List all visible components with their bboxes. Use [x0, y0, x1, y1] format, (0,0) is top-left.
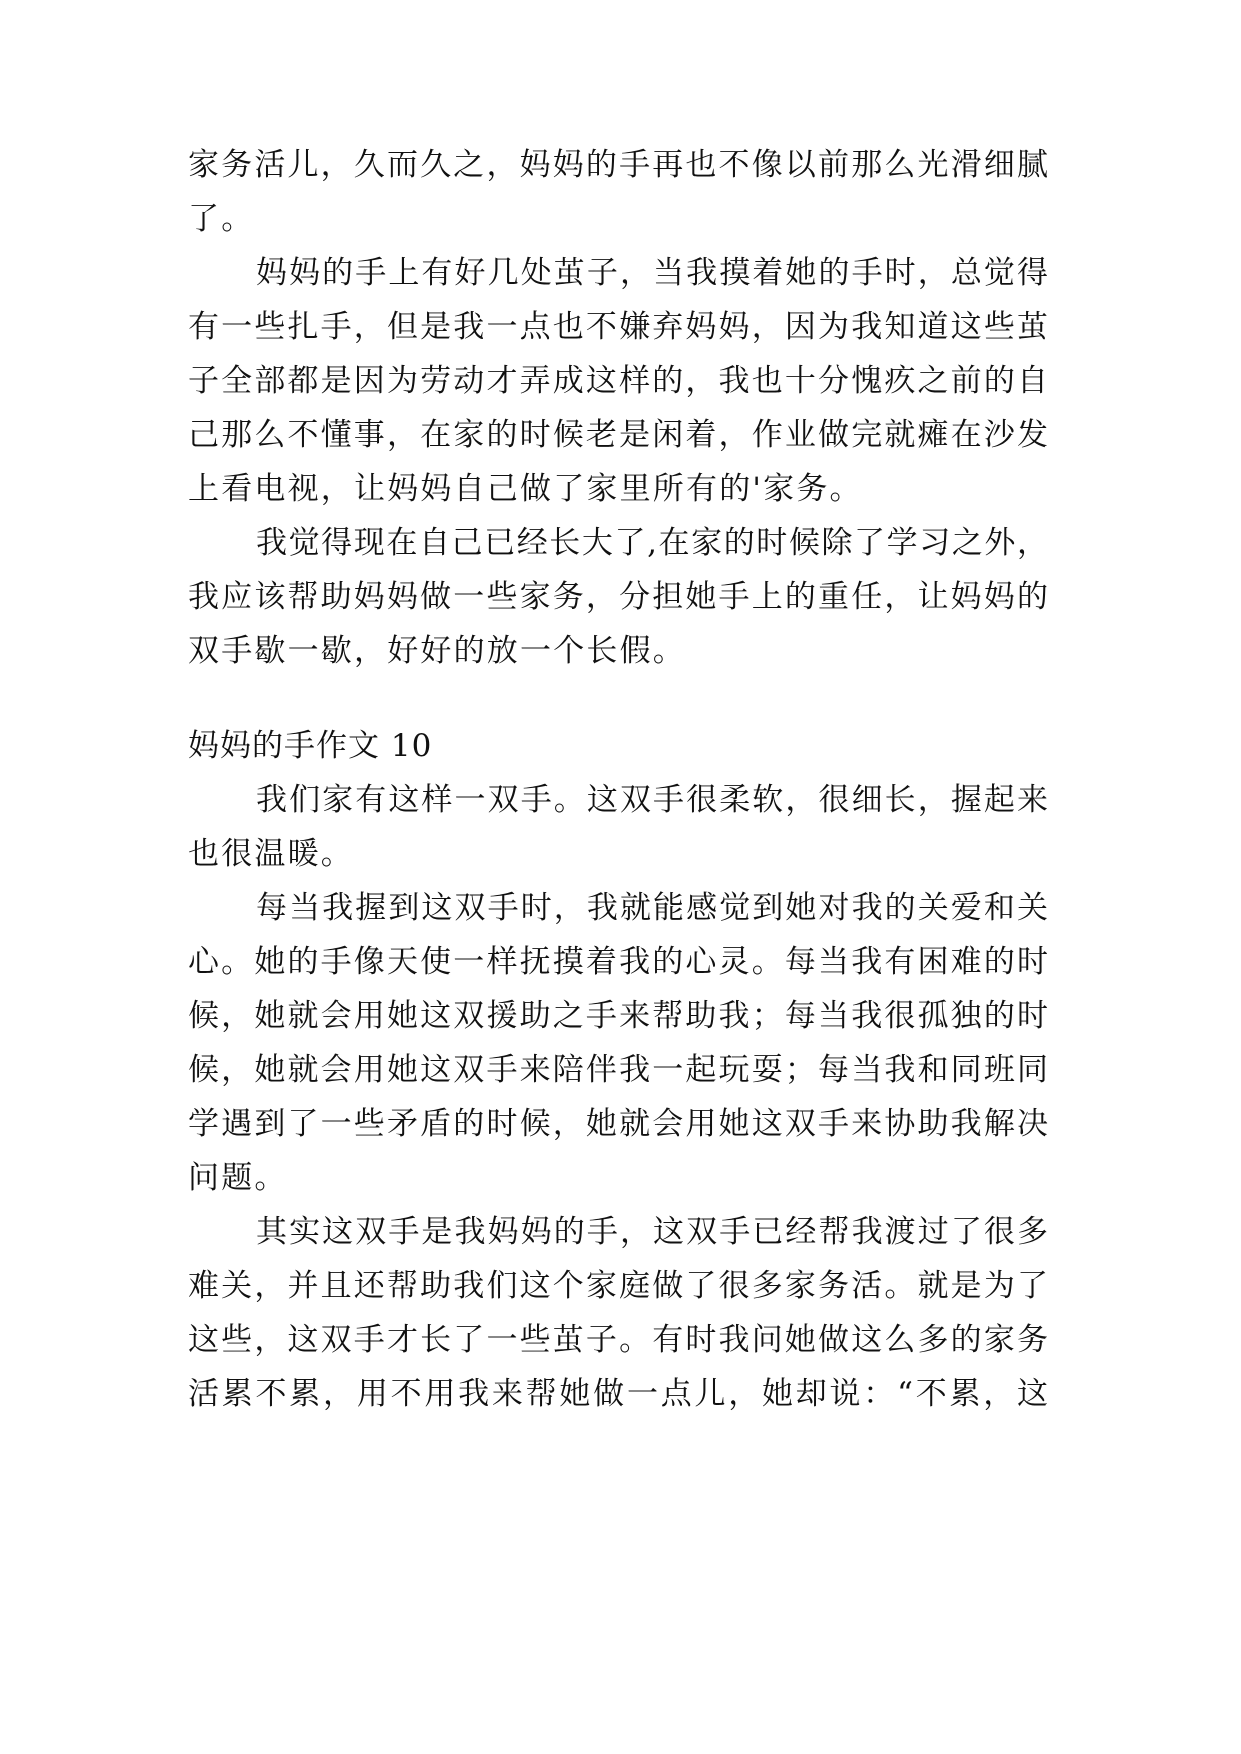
text-line: 我应该帮助妈妈做一些家务，分担她手上的重任，让妈妈的	[188, 579, 1048, 615]
text-line: 学遇到了一些矛盾的时候，她就会用她这双手来协助我解决	[188, 1106, 1048, 1142]
text-line: 子全部都是因为劳动才弄成这样的，我也十分愧疚之前的自	[188, 363, 1048, 399]
paragraph-first-line: 我觉得现在自己已经长大了,在家的时候除了学习之外，	[256, 525, 1048, 561]
text-line: 难关，并且还帮助我们这个家庭做了很多家务活。就是为了	[188, 1268, 1048, 1304]
paragraph-first-line: 妈妈的手上有好几处茧子，当我摸着她的手时，总觉得	[256, 255, 1048, 291]
text-line: 候，她就会用她这双手来陪伴我一起玩耍；每当我和同班同	[188, 1052, 1048, 1088]
document-page	[188, 0, 1048, 1754]
paragraph-first-line: 每当我握到这双手时，我就能感觉到她对我的关爱和关	[256, 890, 1048, 926]
text-line: 己那么不懂事，在家的时候老是闲着，作业做完就瘫在沙发	[188, 417, 1048, 453]
text-line: 心。她的手像天使一样抚摸着我的心灵。每当我有困难的时	[188, 944, 1048, 980]
text-line: 也很温暖。	[188, 836, 354, 872]
text-line: 这些，这双手才长了一些茧子。有时我问她做这么多的家务	[188, 1322, 1048, 1358]
text-line: 活累不累，用不用我来帮她做一点儿，她却说：“不累，这	[188, 1376, 1048, 1412]
text-line: 上看电视，让妈妈自己做了家里所有的'家务。	[188, 471, 863, 507]
text-line: 家务活儿，久而久之，妈妈的手再也不像以前那么光滑细腻	[188, 147, 1048, 183]
text-line: 了。	[188, 201, 255, 237]
paragraph-first-line: 我们家有这样一双手。这双手很柔软，很细长，握起来	[256, 782, 1048, 818]
text-line: 有一些扎手，但是我一点也不嫌弃妈妈，因为我知道这些茧	[188, 309, 1048, 345]
text-line: 问题。	[188, 1160, 288, 1196]
text-line: 候，她就会用她这双援助之手来帮助我；每当我很孤独的时	[188, 998, 1048, 1034]
text-line: 双手歇一歇，好好的放一个长假。	[188, 633, 686, 669]
paragraph-first-line: 其实这双手是我妈妈的手，这双手已经帮我渡过了很多	[256, 1214, 1048, 1250]
section-heading: 妈妈的手作文 10	[188, 728, 433, 764]
